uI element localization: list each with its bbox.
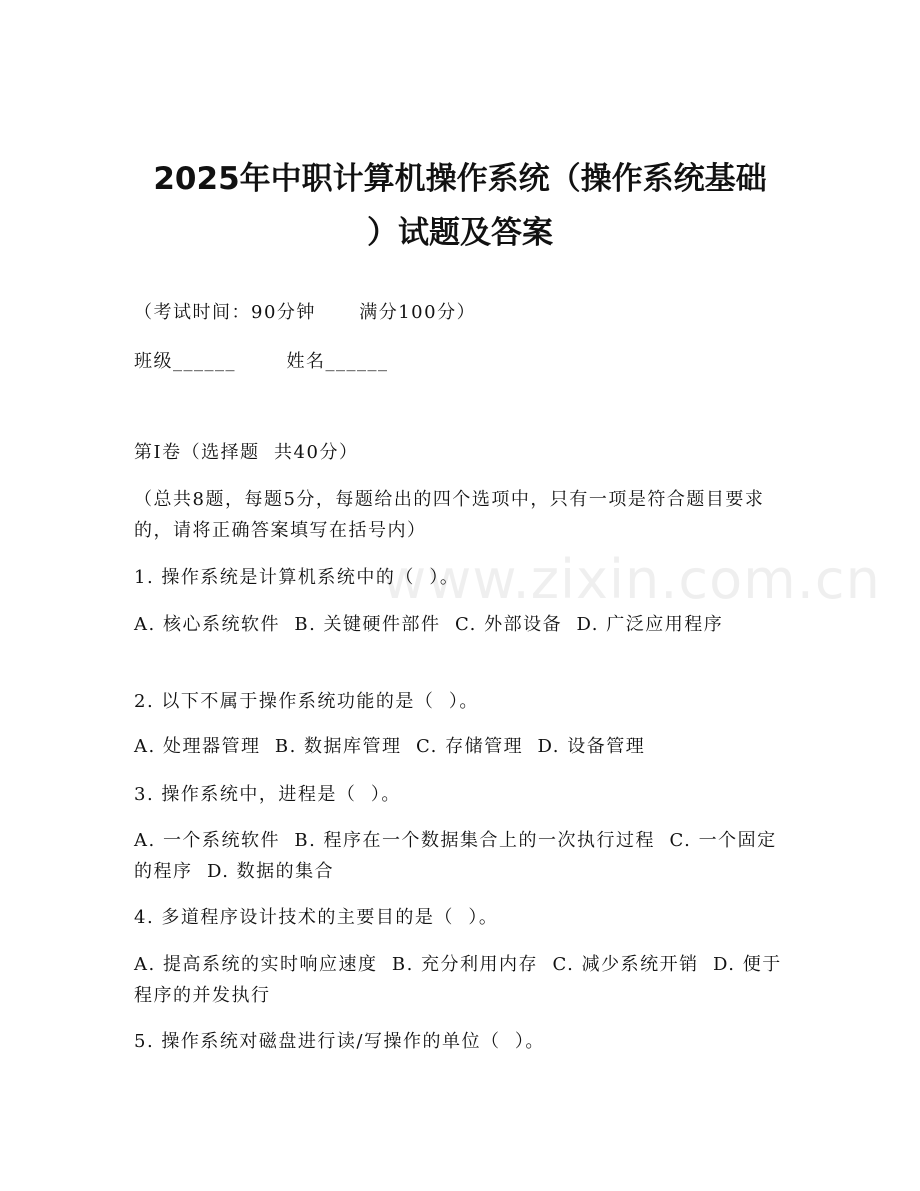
question-4-stem: 4. 多道程序设计技术的主要目的是（ ）。: [134, 907, 499, 928]
question-2-stem: 2. 以下不属于操作系统功能的是（ ）。: [134, 691, 479, 712]
class-name-line: 班级______ 姓名______: [134, 351, 389, 372]
title-line-2: ）试题及答案: [367, 215, 553, 251]
question-1-options: A. 核心系统软件 B. 关键硬件部件 C. 外部设备 D. 广泛应用程序: [134, 614, 724, 635]
question-3-stem: 3. 操作系统中，进程是（ ）。: [134, 784, 401, 805]
exam-info: （考试时间：90分钟 满分100分）: [134, 302, 477, 323]
question-4-options: A. 提高系统的实时响应速度 B. 充分利用内存 C. 减少系统开销 D. 便于程序的并发执行: [134, 954, 782, 1006]
question-3-options: A. 一个系统软件 B. 程序在一个数据集合上的一次执行过程 C. 一个固定的程序 D. 数据的集合: [134, 830, 777, 882]
question-2-options: A. 处理器管理 B. 数据库管理 C. 存储管理 D. 设备管理: [134, 736, 646, 757]
instructions: （总共8题，每题5分，每题给出的四个选项中，只有一项是符合题目要求的，请将正确答案填写在括号内）: [134, 489, 765, 541]
document-title: [120, 152, 800, 260]
question-1-stem: 1. 操作系统是计算机系统中的（ ）。: [134, 567, 460, 588]
watermark-text: www.zixin.com.cn: [382, 548, 881, 611]
question-5-stem: 5. 操作系统对磁盘进行读/写操作的单位（ ）。: [134, 1031, 545, 1052]
title-line-1: 2025年中职计算机操作系统（操作系统基础: [153, 161, 767, 197]
section-heading: 第I卷（选择题 共40分）: [134, 442, 359, 463]
